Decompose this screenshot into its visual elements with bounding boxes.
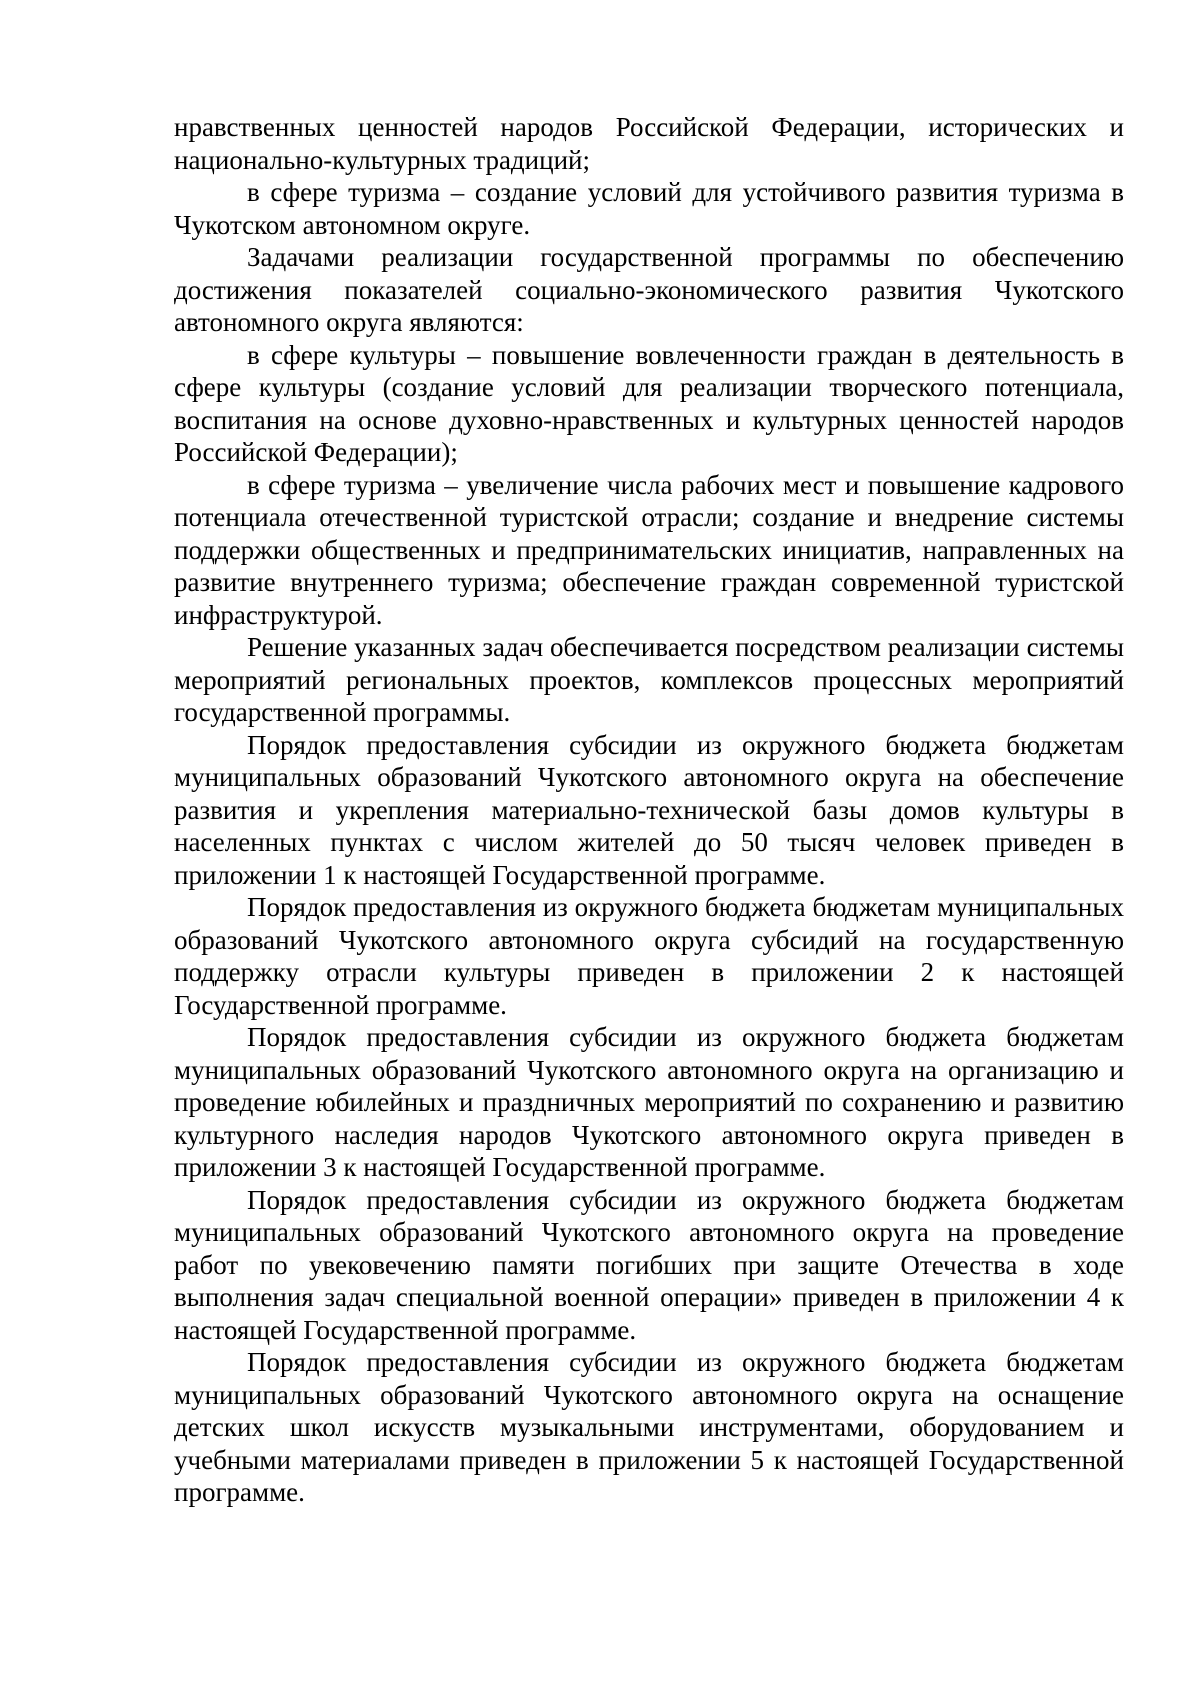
paragraph-solution: Решение указанных задач обеспечивается посредством реализации системы мероприятий региональных проектов, комплексов процессных мероприятий государственной программы. — [174, 632, 1124, 727]
paragraph-appendix-1: Порядок предоставления субсидии из окружного бюджета бюджетам муниципальных образований Чукотского автономного округа на обеспечение развития и укрепления материально-технической базы домов культуры в населенных пунктах с числом жителей до 50 тысяч человек приведен в приложении 1 к настоящей Государственной программе. — [174, 729, 1124, 890]
paragraph-goal-tourism: в сфере туризма – создание условий для устойчивого развития туризма в Чукотском автономном округе. — [174, 177, 1124, 240]
paragraph-appendix-5: Порядок предоставления субсидии из окружного бюджета бюджетам муниципальных образований Чукотского автономного округа на оснащение детских школ искусств музыкальными инструментами, оборудованием и учебными материалами приведен в приложении 5 к настоящей Государственной программе. — [174, 1347, 1124, 1507]
paragraph-continuation-values: нравственных ценностей народов Российской Федерации, исторических и национально-культурных традиций; — [174, 112, 1124, 175]
paragraph-appendix-3: Порядок предоставления субсидии из окружного бюджета бюджетам муниципальных образований Чукотского автономного округа на организацию и проведение юбилейных и праздничных мероприятий по сохранению и развитию культурного наследия народов Чукотского автономного округа приведен в приложении 3 к настоящей Государственной программе. — [174, 1022, 1124, 1182]
paragraph-appendix-2: Порядок предоставления из окружного бюджета бюджетам муниципальных образований Чукотского автономного округа субсидий на государственную поддержку отрасли культуры приведен в приложении 2 к настоящей Государственной программе. — [174, 892, 1124, 1020]
document-body — [174, 111, 1124, 1509]
paragraph-tasks-intro: Задачами реализации государственной программы по обеспечению достижения показателей социально-экономического развития Чукотского автономного округа являются: — [174, 242, 1124, 337]
paragraph-appendix-4: Порядок предоставления субсидии из окружного бюджета бюджетам муниципальных образований Чукотского автономного округа на проведение работ по увековечению памяти погибших при защите Отечества в ходе выполнения задач специальной военной операции» приведен в приложении 4 к настоящей Государственной программе. — [174, 1184, 1124, 1345]
paragraph-task-tourism: в сфере туризма – увеличение числа рабочих мест и повышение кадрового потенциала отечественной туристской отрасли; создание и внедрение системы поддержки общественных и предпринимательских инициатив, направленных на развитие внутреннего туризма; обеспечение граждан современной туристской инфраструктурой. — [174, 469, 1124, 630]
paragraph-task-culture: в сфере культуры – повышение вовлеченности граждан в деятельность в сфере культуры (создание условий для реализации творческого потенциала, воспитания на основе духовно-нравственных и культурных ценностей народов Российской Федерации); — [174, 339, 1124, 467]
